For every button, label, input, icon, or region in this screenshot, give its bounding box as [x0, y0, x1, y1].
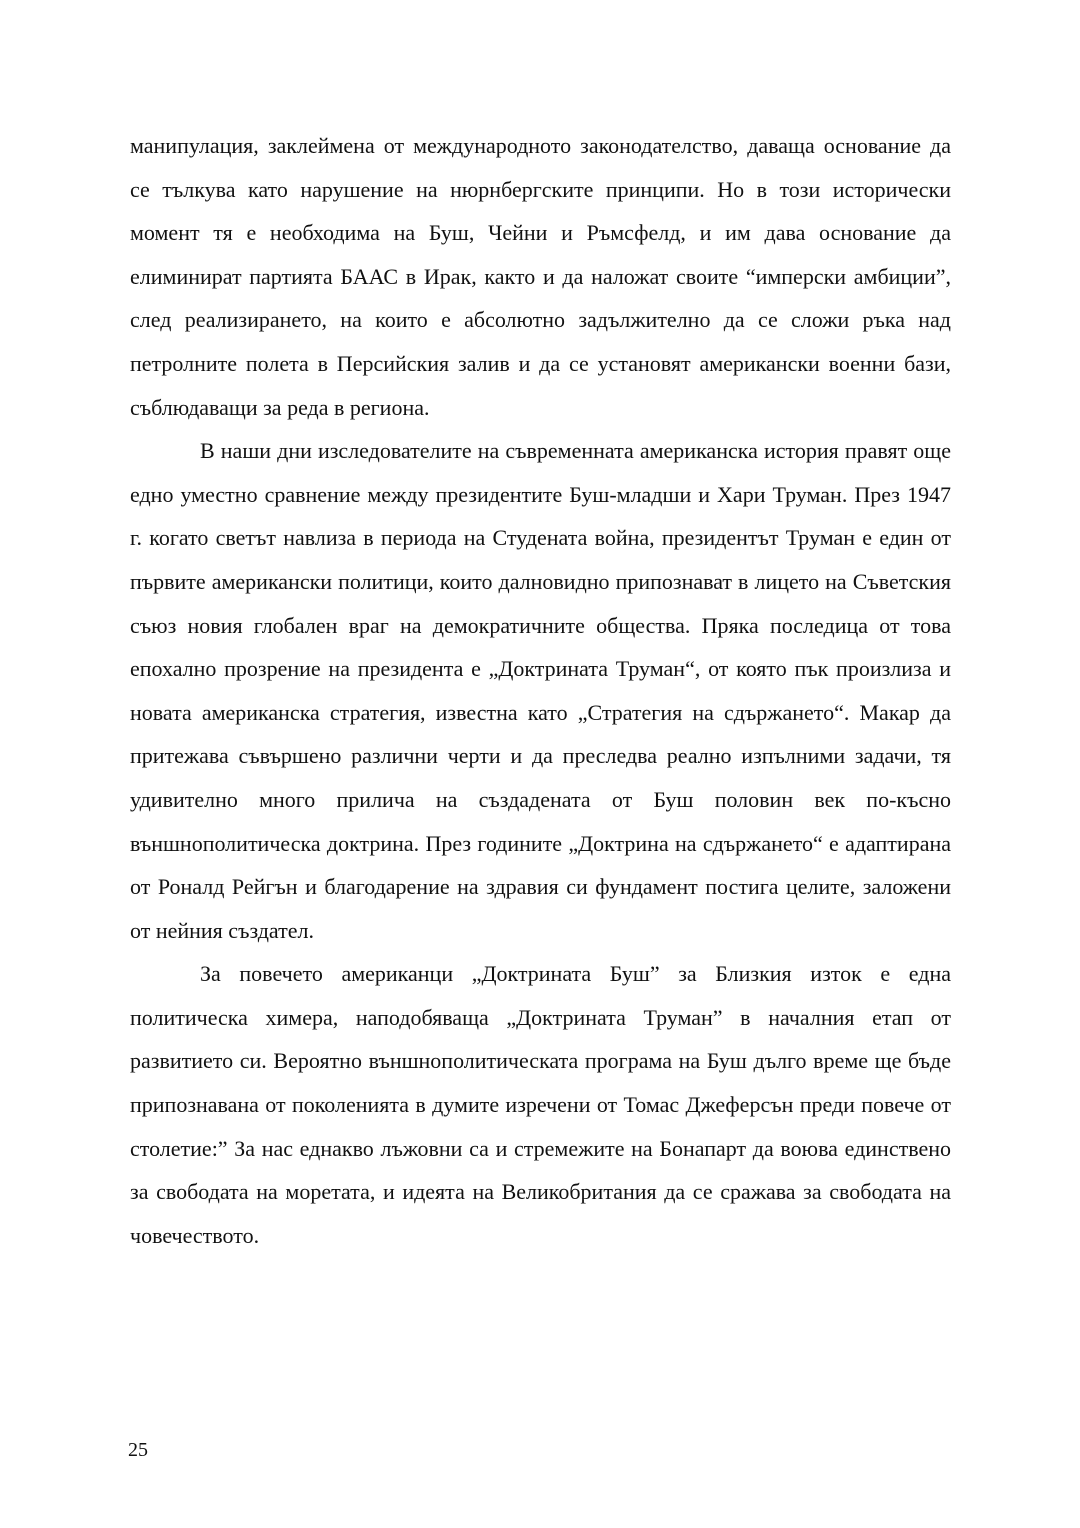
- paragraph-1: манипулация, заклеймена от международното законодателство, даваща основание да се тълкува като нарушение на нюрнбергските принципи. Но в този исторически момент тя е необходима на Буш, Чейни и Ръмсфелд, и им дава основание да елиминират партията БААС в Ирак, както и да наложат своите “имперски амбиции”, след реализирането, на които е абсолютно задължително да се сложи ръка над петролните полета в Персийския залив и да се установят американски военни бази, съблюдаващи за реда в региона.: [130, 133, 951, 420]
- page-number: 25: [128, 1439, 148, 1461]
- paragraph-2: В наши дни изследователите на съвременната американска история правят още едно уместно сравнение между президентите Буш-младши и Хари Труман. През 1947 г. когато светът навлиза в периода на Студената война, президентът Труман е един от първите американски политици, които далновидно припознават в лицето на Съветския съюз новия глобален враг на демократичните общества. Пряка последица от това епохално прозрение на президента е „Доктрината Труман“, от която пък произлиза и новата американска стратегия, известна като „Стратегия на сдържането“. Макар да притежава съвършено различни черти и да преследва реално изпълними задачи, тя удивително много прилича на създадената от Буш половин век по-късно външнополитическа доктрина. През годините „Доктрина на сдържането“ е адаптирана от Роналд Рейгън и благодарение на здравия си фундамент постига целите, заложени от нейния създател.: [130, 438, 951, 943]
- paragraph-3: За повечето американци „Доктрината Буш” за Близкия изток е една политическа химера, наподобяваща „Доктрината Труман” в началния етап от развитието си. Вероятно външнополитическата програма на Буш дълго време ще бъде припознавана от поколенията в думите изречени от Томас Джеферсън преди повече от столетие:” За нас еднакво лъжовни са и стремежите на Бонапарт да воюва единствено за свободата на моретата, и идеята на Великобритания да се сражава за свободата на човечеството.: [130, 961, 951, 1248]
- body-text: [130, 124, 951, 1257]
